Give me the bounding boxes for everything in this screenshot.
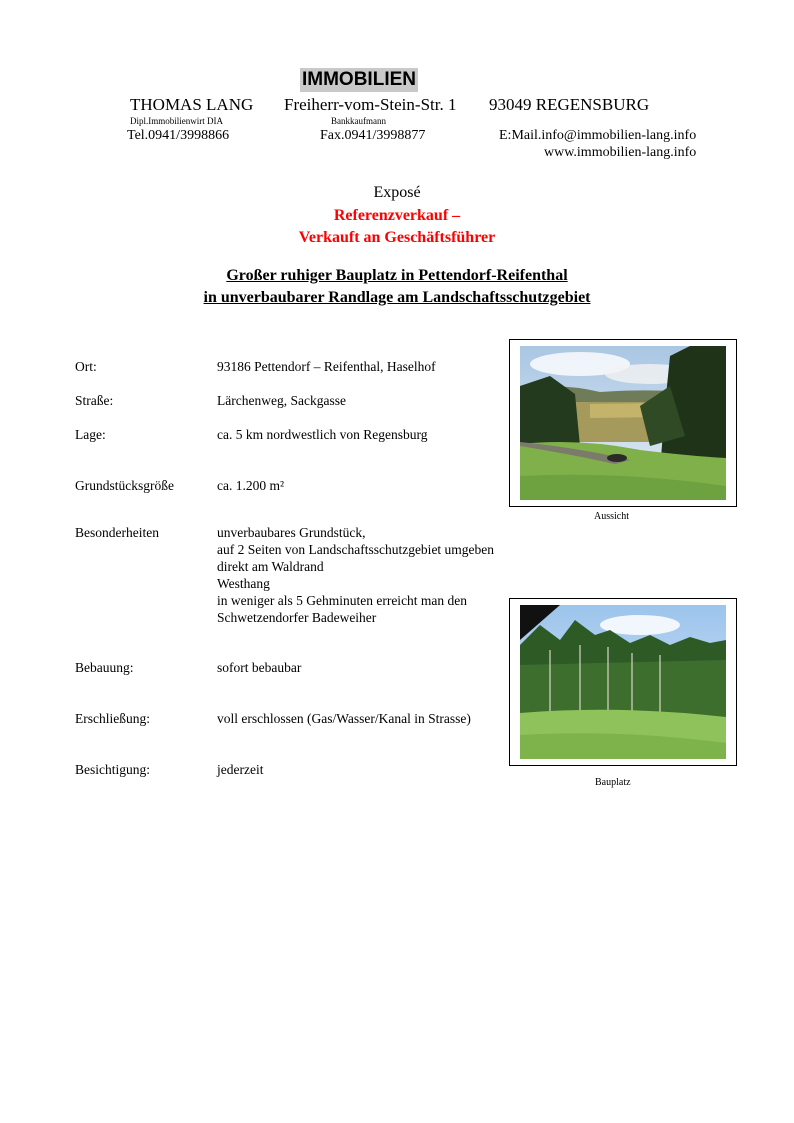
besonderheiten-label: Besonderheiten: [75, 525, 159, 540]
erschliessung-label: Erschließung:: [75, 711, 150, 726]
view-photo-image: [520, 346, 726, 500]
strasse-label: Straße:: [75, 393, 114, 408]
besonderheiten-list: [217, 524, 517, 626]
lage-label: Lage:: [75, 427, 106, 442]
groesse-label: Grundstücksgröße: [75, 478, 174, 493]
besonderheiten-line: auf 2 Seiten von Landschaftsschutzgebiet umgeben: [217, 542, 495, 557]
besichtigung-value: jederzeit: [217, 762, 264, 777]
bebauung-label: Bebauung:: [75, 660, 134, 675]
document-type: Exposé: [373, 184, 421, 201]
status-line-2: Verkauft an Geschäftsführer: [298, 229, 496, 246]
view-photo-caption: Aussicht: [594, 511, 629, 522]
besonderheiten-line: Westhang: [217, 576, 270, 591]
plot-photo: [509, 598, 737, 766]
erschliessung-value: voll erschlossen (Gas/Wasser/Kanal in Strasse): [217, 711, 471, 726]
agent-qualification: Dipl.Immobilienwirt DIA: [130, 116, 223, 126]
website-link[interactable]: www.immobilien-lang.info: [544, 145, 697, 160]
besichtigung-label: Besichtigung:: [75, 762, 150, 777]
bebauung-value: sofort bebaubar: [217, 660, 302, 675]
besonderheiten-line: in weniger als 5 Gehminuten erreicht man den: [217, 593, 468, 608]
strasse-value: Lärchenweg, Sackgasse: [217, 393, 346, 408]
view-photo: [509, 339, 737, 507]
agent-city: 93049 REGENSBURG: [489, 95, 650, 114]
email-address[interactable]: E:Mail.info@immobilien-lang.info: [499, 128, 697, 143]
fax-number: Fax.0941/3998877: [320, 128, 426, 143]
headline-line-2: in unverbaubarer Randlage am Landschaftsschutzgebiet: [203, 289, 591, 306]
plot-photo-image: [520, 605, 726, 759]
headline-line-1: Großer ruhiger Bauplatz in Pettendorf-Reifenthal: [226, 267, 568, 284]
brand-title: IMMOBILIEN: [302, 69, 416, 90]
plot-photo-caption: Bauplatz: [595, 777, 631, 788]
besonderheiten-line: Schwetzendorfer Badeweiher: [217, 610, 377, 625]
lage-value: ca. 5 km nordwestlich von Regensburg: [217, 427, 428, 442]
ort-value: 93186 Pettendorf – Reifenthal, Haselhof: [217, 359, 436, 374]
groesse-value: ca. 1.200 m²: [217, 478, 285, 493]
phone-number: Tel.0941/3998866: [127, 128, 230, 143]
ort-label: Ort:: [75, 359, 97, 374]
agent-qualification-2: Bankkaufmann: [331, 116, 386, 126]
agent-street: Freiherr-vom-Stein-Str. 1: [284, 95, 457, 114]
besonderheiten-line: direkt am Waldrand: [217, 559, 324, 574]
besonderheiten-line: unverbaubares Grundstück,: [217, 525, 366, 540]
status-line-1: Referenzverkauf –: [333, 207, 461, 224]
agent-name: THOMAS LANG: [130, 95, 254, 114]
